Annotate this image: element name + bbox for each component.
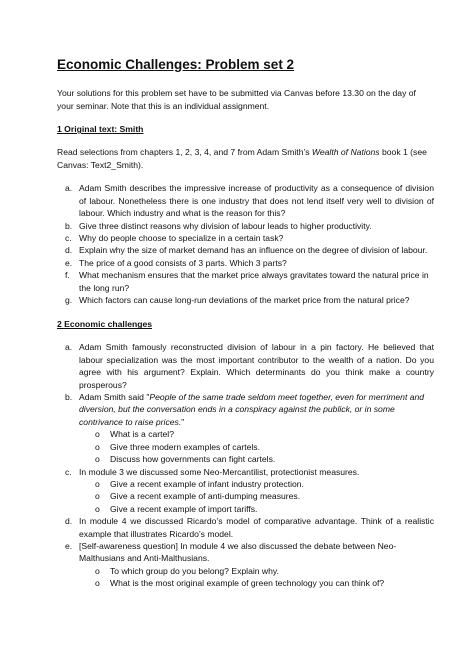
question-text-after: " <box>181 416 185 427</box>
sub-question <box>79 503 434 515</box>
readings-book-title: Wealth of Nations <box>311 147 380 158</box>
question-2c <box>57 466 434 516</box>
section-2-heading: 2 Economic challenges <box>57 319 153 330</box>
question-marker: d. <box>65 516 73 527</box>
sub-question <box>79 577 434 589</box>
sub-question-text: Give three modern examples of cartels. <box>110 441 260 452</box>
question-2d <box>57 515 434 540</box>
smith-quote: People of the same trade seldom meet together, even for merriment and diversion, but the conversation ends in a conspiracy against the publick, or in some contrivance to raise prices. <box>79 392 425 427</box>
bullet-icon: o <box>95 441 100 452</box>
question-1d <box>57 244 434 256</box>
question-text: Why do people choose to specialize in a certain task? <box>79 233 284 243</box>
sub-question-text: To which group do you belong? Explain why. <box>110 565 279 576</box>
question-2e <box>57 540 434 590</box>
bullet-icon: o <box>95 454 100 465</box>
sub-question-text: Give a recent example of infant industry protection. <box>110 478 304 489</box>
sub-question-text: What is the most original example of green technology you can think of? <box>110 578 385 589</box>
question-text: Adam Smith famously reconstructed division of labour in a pin factory. He believed that labour specialization was the most important contributor to the wealth of a nation. Do you agree with his argument? Explain. Which determinants do you think make a country prosperous? <box>79 342 434 390</box>
question-text: What mechanism ensures that the market price always gravitates toward the natural price in the long run? <box>79 270 429 293</box>
sub-question <box>79 441 434 453</box>
question-marker: c. <box>65 466 72 477</box>
question-1b <box>57 220 434 232</box>
question-marker: b. <box>65 220 73 231</box>
question-marker: c. <box>65 233 72 243</box>
bullet-icon: o <box>95 478 100 489</box>
sub-questions <box>79 428 434 465</box>
sub-question-text: Give a recent example of import tariffs. <box>110 503 258 514</box>
question-2b <box>57 391 434 465</box>
question-text-before: Adam Smith said " <box>79 392 150 403</box>
question-text: Explain why the size of market demand has an influence on the degree of division of labour. <box>79 245 428 256</box>
bullet-icon: o <box>95 429 100 440</box>
question-text: The price of a good consists of 3 parts. Which 3 parts? <box>79 257 287 268</box>
question-marker: e. <box>65 540 73 551</box>
page-title: Economic Challenges: Problem set 2 <box>57 57 295 72</box>
sub-questions <box>79 478 434 515</box>
intro-paragraph: Your solutions for this problem set have to be submitted via Canvas before 13.30 on the day of your seminar. Note that this is an individual assignment. <box>57 88 416 111</box>
question-marker: a. <box>65 183 73 194</box>
bullet-icon: o <box>95 491 100 502</box>
bullet-icon: o <box>95 578 100 589</box>
question-1c <box>57 232 434 244</box>
bullet-icon: o <box>95 565 100 576</box>
question-1f <box>57 269 434 294</box>
question-1e <box>57 257 434 269</box>
sub-question <box>79 565 434 577</box>
question-text: Which factors can cause long-run deviations of the market price from the natural price? <box>79 295 410 306</box>
sub-question <box>79 478 434 490</box>
sub-question <box>79 453 434 465</box>
sub-question <box>79 428 434 440</box>
bullet-icon: o <box>95 503 100 514</box>
section-2-questions <box>57 341 434 589</box>
question-marker: a. <box>65 342 73 353</box>
readings-text-after: book 1 (see Canvas: Text2_Smith). <box>57 147 427 170</box>
question-text: In module 3 we discussed some Neo-Mercantilist, protectionist measures. <box>79 466 360 477</box>
question-2a <box>57 341 434 391</box>
question-marker: f. <box>65 270 70 281</box>
section-1-heading: 1 Original text: Smith <box>57 124 144 135</box>
sub-question-text: What is a cartel? <box>110 429 174 440</box>
question-text: In module 4 we discussed Ricardo’s model of comparative advantage. Think of a realistic example that illustrates Ricardo’s model. <box>79 516 434 539</box>
question-1a <box>57 182 434 219</box>
question-text: Adam Smith describes the impressive increase of productivity as a consequence of division of labour. Nonetheless there is one industry that does not lend itself very well to division of labour. Which industry and what is the reason for this? <box>79 183 434 219</box>
question-marker: d. <box>65 245 73 256</box>
question-text: [Self-awareness question] In module 4 we also discussed the debate between Neo-Malthusians and Anti-Malthusians. <box>79 540 397 564</box>
sub-questions <box>79 565 434 590</box>
sub-question <box>79 490 434 502</box>
question-marker: e. <box>65 257 73 268</box>
sub-question-text: Give a recent example of anti-dumping measures. <box>110 491 301 502</box>
readings-paragraph <box>57 146 434 171</box>
question-marker: g. <box>65 295 73 306</box>
question-marker: b. <box>65 392 73 403</box>
question-text: Give three distinct reasons why division of labour leads to higher productivity. <box>79 220 372 231</box>
readings-text-before: Read selections from chapters 1, 2, 3, 4, and 7 from Adam Smith’s <box>57 147 312 158</box>
question-1g <box>57 294 434 306</box>
section-1-questions <box>57 182 434 306</box>
sub-question-text: Discuss how governments can fight cartels. <box>110 454 276 465</box>
